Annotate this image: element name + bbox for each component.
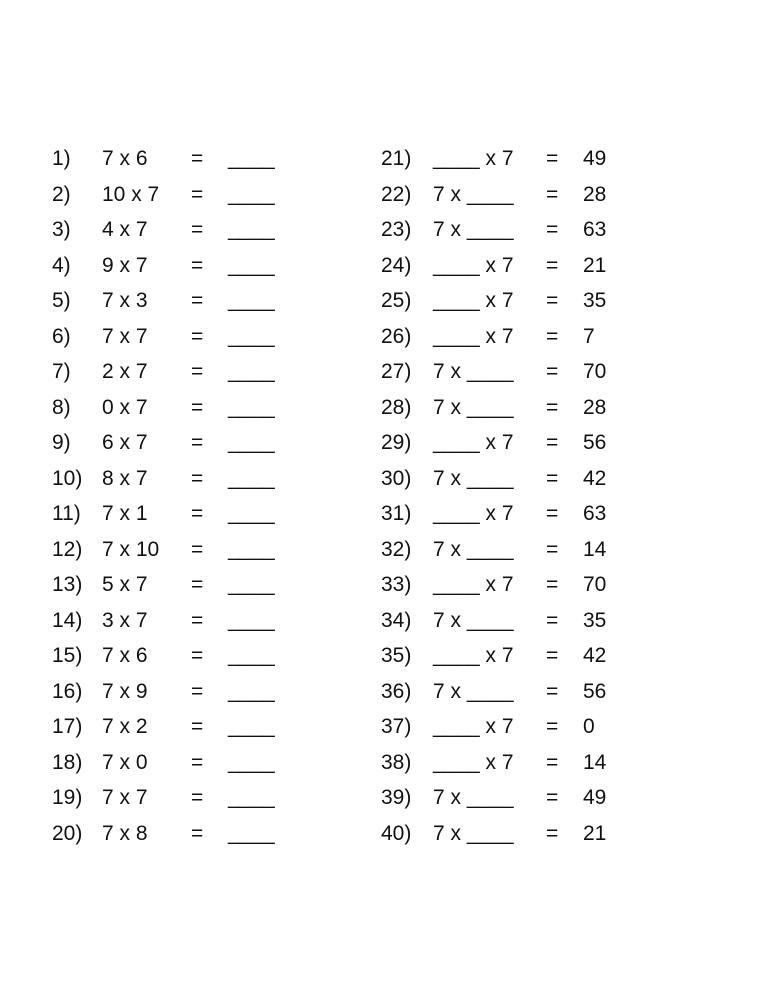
problem-expression: 7 x ____ [433, 679, 514, 703]
problem-answer: 49 [583, 147, 607, 170]
problem-answer: 49 [583, 786, 607, 809]
problem-answer: 56 [583, 679, 607, 703]
problem-number: 26) [381, 324, 412, 348]
problem-answer: 70 [583, 360, 607, 383]
problem-number: 24) [381, 253, 412, 277]
equals-sign: = [546, 431, 559, 454]
equals-sign: = [546, 608, 559, 632]
problem-expression: 7 x 9 [102, 679, 148, 703]
problem-number: 3) [52, 218, 71, 241]
equals-sign: = [546, 289, 559, 312]
problem-expression: ____ x 7 [433, 715, 514, 738]
problem-answer: ____ [228, 750, 275, 774]
problem-expression: 7 x ____ [433, 466, 514, 490]
problem-number: 17) [52, 715, 83, 738]
equals-sign: = [546, 502, 559, 525]
equals-sign: = [191, 750, 204, 774]
problem-answer: ____ [228, 821, 275, 845]
problem-expression: 6 x 7 [102, 431, 148, 454]
equals-sign: = [191, 431, 204, 454]
problem-number: 5) [52, 289, 71, 312]
problem-answer: ____ [228, 715, 275, 738]
problem-number: 36) [381, 679, 412, 703]
equals-sign: = [191, 360, 204, 383]
problem-answer: 28 [583, 395, 607, 419]
problem-expression: 8 x 7 [102, 466, 148, 490]
problem-expression: 7 x 7 [102, 786, 148, 809]
problem-expression: 7 x ____ [433, 182, 514, 206]
problem-answer: 14 [583, 537, 607, 561]
problem-number: 21) [381, 147, 412, 170]
problem-expression: 7 x 0 [102, 750, 148, 774]
problem-answer: 42 [583, 466, 607, 490]
equals-sign: = [191, 821, 204, 845]
equals-sign: = [191, 573, 204, 596]
problem-expression: 7 x 10 [102, 537, 160, 561]
problem-expression: 3 x 7 [102, 608, 148, 632]
problem-number: 1) [52, 147, 71, 170]
problem-number: 16) [52, 679, 83, 703]
equals-sign: = [546, 253, 559, 277]
problem-expression: 7 x ____ [433, 821, 514, 845]
problem-number: 4) [52, 253, 71, 277]
problem-expression: ____ x 7 [433, 502, 514, 525]
equals-sign: = [191, 324, 204, 348]
equals-sign: = [546, 821, 559, 845]
problem-answer: ____ [228, 537, 275, 561]
problem-number: 2) [52, 182, 71, 206]
equals-sign: = [546, 715, 559, 738]
problem-expression: 10 x 7 [102, 182, 160, 206]
problem-number: 40) [381, 821, 412, 845]
problem-number: 14) [52, 608, 83, 632]
problem-answer: ____ [228, 253, 275, 277]
equals-sign: = [191, 502, 204, 525]
problem-answer: 63 [583, 218, 607, 241]
equals-sign: = [191, 218, 204, 241]
problem-answer: 21 [583, 253, 607, 277]
problem-answer: 14 [583, 750, 607, 774]
problem-expression: 7 x ____ [433, 218, 514, 241]
problem-answer: 70 [583, 573, 607, 596]
equals-sign: = [546, 644, 559, 667]
equals-sign: = [191, 466, 204, 490]
problem-number: 31) [381, 502, 412, 525]
problem-number: 20) [52, 821, 83, 845]
equals-sign: = [191, 147, 204, 170]
equals-sign: = [191, 644, 204, 667]
problem-expression: ____ x 7 [433, 431, 514, 454]
equals-sign: = [546, 537, 559, 561]
problem-expression: 9 x 7 [102, 253, 148, 277]
problem-expression: 7 x ____ [433, 395, 514, 419]
problem-number: 38) [381, 750, 412, 774]
problem-number: 7) [52, 360, 71, 383]
problem-expression: 7 x 3 [102, 289, 148, 312]
problem-number: 11) [52, 502, 81, 525]
equals-sign: = [546, 147, 559, 170]
problem-expression: 7 x 6 [102, 644, 148, 667]
problem-number: 10) [52, 466, 83, 490]
problem-number: 34) [381, 608, 412, 632]
equals-sign: = [546, 750, 559, 774]
problem-expression: ____ x 7 [433, 289, 514, 312]
problem-answer: 63 [583, 502, 607, 525]
problem-number: 9) [52, 431, 71, 454]
problem-number: 8) [52, 395, 71, 419]
problem-expression: 7 x ____ [433, 360, 514, 383]
problem-expression: 7 x ____ [433, 608, 514, 632]
problem-number: 29) [381, 431, 412, 454]
problem-number: 13) [52, 573, 83, 596]
equals-sign: = [191, 395, 204, 419]
problem-number: 35) [381, 644, 412, 667]
problem-expression: 7 x 6 [102, 147, 148, 170]
equals-sign: = [546, 182, 559, 206]
problem-expression: 7 x 7 [102, 324, 148, 348]
problem-number: 30) [381, 466, 412, 490]
equals-sign: = [546, 573, 559, 596]
problem-answer: ____ [228, 218, 275, 241]
problem-answer: ____ [228, 395, 275, 419]
problem-answer: ____ [228, 786, 275, 809]
problem-answer: 21 [583, 821, 607, 845]
problem-answer: ____ [228, 679, 275, 703]
problem-answer: 35 [583, 608, 607, 632]
equals-sign: = [546, 218, 559, 241]
problem-answer: ____ [228, 573, 275, 596]
problem-number: 33) [381, 573, 412, 596]
problem-number: 37) [381, 715, 412, 738]
problem-answer: ____ [228, 644, 275, 667]
problem-answer: ____ [228, 360, 275, 383]
problem-answer: 28 [583, 182, 607, 206]
problem-answer: ____ [228, 502, 275, 525]
problem-number: 25) [381, 289, 412, 312]
problem-expression: 7 x 8 [102, 821, 148, 845]
problem-expression: ____ x 7 [433, 573, 514, 596]
problem-answer: ____ [228, 431, 275, 454]
equals-sign: = [191, 679, 204, 703]
problem-number: 15) [52, 644, 83, 667]
equals-sign: = [546, 786, 559, 809]
problem-number: 28) [381, 395, 412, 419]
problem-expression: ____ x 7 [433, 324, 514, 348]
problem-answer: ____ [228, 182, 275, 206]
problem-number: 18) [52, 750, 83, 774]
problem-expression: 2 x 7 [102, 360, 148, 383]
problem-answer: ____ [228, 466, 275, 490]
problem-number: 22) [381, 182, 412, 206]
problem-answer: 56 [583, 431, 607, 454]
problem-number: 27) [381, 360, 412, 383]
equals-sign: = [546, 324, 559, 348]
equals-sign: = [191, 608, 204, 632]
problem-number: 12) [52, 537, 83, 561]
problem-number: 6) [52, 324, 71, 348]
problem-answer: 7 [583, 324, 595, 348]
equals-sign: = [546, 395, 559, 419]
equals-sign: = [191, 182, 204, 206]
equals-sign: = [546, 466, 559, 490]
problem-expression: 7 x 2 [102, 715, 148, 738]
problem-answer: ____ [228, 147, 275, 170]
equals-sign: = [191, 253, 204, 277]
equals-sign: = [546, 679, 559, 703]
problem-number: 39) [381, 786, 412, 809]
problem-expression: 7 x 1 [102, 502, 148, 525]
problem-expression: ____ x 7 [433, 750, 514, 774]
problem-expression: 0 x 7 [102, 395, 148, 419]
problem-expression: 7 x ____ [433, 786, 514, 809]
problem-answer: 35 [583, 289, 607, 312]
problem-answer: ____ [228, 324, 275, 348]
problem-number: 32) [381, 537, 412, 561]
equals-sign: = [191, 537, 204, 561]
problem-expression: 5 x 7 [102, 573, 148, 596]
problem-expression: 7 x ____ [433, 537, 514, 561]
equals-sign: = [546, 360, 559, 383]
problem-number: 23) [381, 218, 412, 241]
problem-expression: ____ x 7 [433, 147, 514, 170]
equals-sign: = [191, 715, 204, 738]
problem-answer: 0 [583, 715, 595, 738]
problem-answer: ____ [228, 608, 275, 632]
problem-answer: ____ [228, 289, 275, 312]
problem-expression: 4 x 7 [102, 218, 148, 241]
problem-number: 19) [52, 786, 83, 809]
equals-sign: = [191, 289, 204, 312]
problem-answer: 42 [583, 644, 607, 667]
problem-expression: ____ x 7 [433, 253, 514, 277]
equals-sign: = [191, 786, 204, 809]
problem-expression: ____ x 7 [433, 644, 514, 667]
